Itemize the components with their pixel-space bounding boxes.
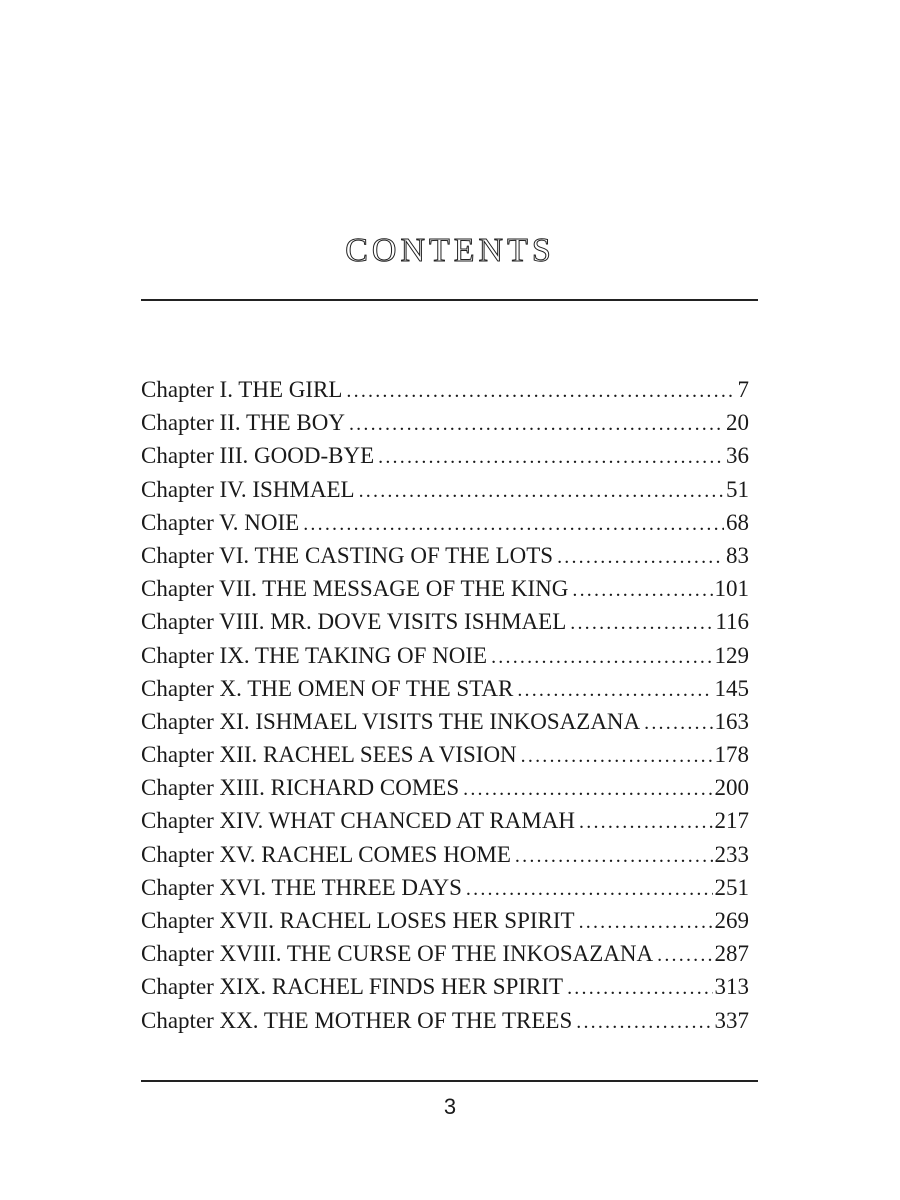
dot-leader	[378, 441, 724, 472]
toc-entry-title: Chapter VII. THE MESSAGE OF THE KING	[141, 576, 569, 602]
toc-entry-chapter-8[interactable]	[141, 605, 749, 638]
toc-entry-title: Chapter XIII. RICHARD COMES	[141, 775, 460, 801]
toc-entry-title: Chapter VIII. MR. DOVE VISITS ISHMAEL	[141, 609, 567, 635]
toc-entry-title: Chapter VI. THE CASTING OF THE LOTS	[141, 542, 554, 568]
toc-entry-chapter-7[interactable]	[141, 572, 749, 605]
toc-entry-page: 116	[715, 609, 749, 635]
dot-leader	[576, 1006, 712, 1037]
toc-entry-page: 287	[714, 941, 749, 967]
toc-entry-page: 313	[714, 974, 749, 1000]
page-number: 3	[443, 1094, 457, 1119]
dot-leader	[567, 972, 712, 1003]
toc-entry-title: Chapter XII. RACHEL SEES A VISION	[141, 742, 517, 768]
dot-leader	[579, 906, 713, 937]
toc-entry-page: 217	[714, 808, 749, 834]
dot-leader	[359, 475, 724, 506]
dot-leader	[570, 607, 713, 638]
toc-entry-chapter-9[interactable]	[141, 639, 749, 672]
dot-leader	[346, 375, 735, 406]
toc-entry-page: 101	[714, 576, 749, 602]
toc-entry-chapter-3[interactable]	[141, 439, 749, 472]
toc-entry-page: 7	[737, 377, 749, 402]
toc-entry-chapter-4[interactable]	[141, 473, 749, 506]
dot-leader	[515, 840, 713, 871]
toc-entry-chapter-20[interactable]	[141, 1004, 749, 1037]
toc-entry-page: 269	[714, 908, 749, 933]
toc-entry-chapter-6[interactable]	[141, 539, 749, 572]
dot-leader	[557, 541, 724, 572]
toc-entry-title: Chapter XX. THE MOTHER OF THE TREES	[141, 1007, 573, 1033]
dot-leader	[579, 806, 712, 837]
dot-leader	[491, 641, 712, 672]
toc-entry-title: Chapter XVII. RACHEL LOSES HER SPIRIT	[141, 908, 575, 933]
toc-entry-page: 36	[726, 443, 749, 469]
dot-leader	[463, 773, 712, 804]
toc-entry-title: Chapter II. THE BOY	[141, 410, 345, 436]
toc-entry-page: 163	[714, 708, 749, 734]
toc-entry-title: Chapter I. THE GIRL	[141, 377, 343, 402]
toc-entry-page: 337	[714, 1007, 749, 1033]
toc-entry-title: Chapter IX. THE TAKING OF NOIE	[141, 642, 488, 668]
toc-entry-chapter-1[interactable]	[141, 373, 749, 406]
toc-entry-title: Chapter V. NOIE	[141, 509, 300, 535]
dot-leader	[521, 740, 713, 771]
toc-entry-title: Chapter XVIII. THE CURSE OF THE INKOSAZANA	[141, 941, 654, 967]
table-of-contents	[141, 373, 749, 1037]
toc-entry-page: 178	[714, 742, 749, 768]
toc-entry-title: Chapter X. THE OMEN OF THE STAR	[141, 675, 514, 701]
toc-entry-chapter-17[interactable]	[141, 904, 749, 937]
toc-entry-page: 200	[714, 775, 749, 801]
toc-entry-chapter-2[interactable]	[141, 406, 749, 439]
toc-entry-chapter-5[interactable]	[141, 506, 749, 539]
dot-leader	[517, 674, 712, 705]
toc-entry-page: 145	[714, 675, 749, 701]
toc-entry-title: Chapter XI. ISHMAEL VISITS THE INKOSAZANA	[141, 708, 641, 734]
bottom-divider	[141, 1080, 758, 1082]
toc-entry-chapter-15[interactable]	[141, 838, 749, 871]
toc-entry-page: 233	[714, 841, 749, 867]
dot-leader	[349, 408, 724, 439]
dot-leader	[644, 707, 712, 738]
toc-entry-title: Chapter XIV. WHAT CHANCED AT RAMAH	[141, 808, 576, 834]
toc-entry-chapter-18[interactable]	[141, 937, 749, 970]
toc-entry-chapter-11[interactable]	[141, 705, 749, 738]
toc-entry-title: Chapter XV. RACHEL COMES HOME	[141, 841, 511, 867]
dot-leader	[657, 939, 712, 970]
toc-entry-chapter-13[interactable]	[141, 771, 749, 804]
toc-entry-chapter-10[interactable]	[141, 672, 749, 705]
page-title: CONTENTS	[345, 232, 555, 269]
toc-entry-title: Chapter XIX. RACHEL FINDS HER SPIRIT	[141, 974, 564, 1000]
toc-entry-page: 83	[726, 542, 749, 568]
toc-entry-page: 51	[726, 476, 749, 502]
toc-entry-chapter-12[interactable]	[141, 738, 749, 771]
toc-entry-title: Chapter IV. ISHMAEL	[141, 476, 355, 502]
toc-entry-page: 251	[714, 874, 749, 900]
toc-entry-chapter-16[interactable]	[141, 871, 749, 904]
top-divider	[141, 299, 758, 301]
toc-entry-page: 20	[726, 410, 749, 436]
toc-entry-title: Chapter XVI. THE THREE DAYS	[141, 874, 462, 900]
dot-leader	[572, 574, 712, 605]
dot-leader	[466, 873, 713, 904]
toc-entry-page: 129	[714, 642, 749, 668]
toc-entry-title: Chapter III. GOOD-BYE	[141, 443, 375, 469]
toc-entry-chapter-14[interactable]	[141, 804, 749, 837]
dot-leader	[303, 508, 724, 539]
toc-entry-page: 68	[726, 509, 749, 535]
toc-entry-chapter-19[interactable]	[141, 970, 749, 1003]
